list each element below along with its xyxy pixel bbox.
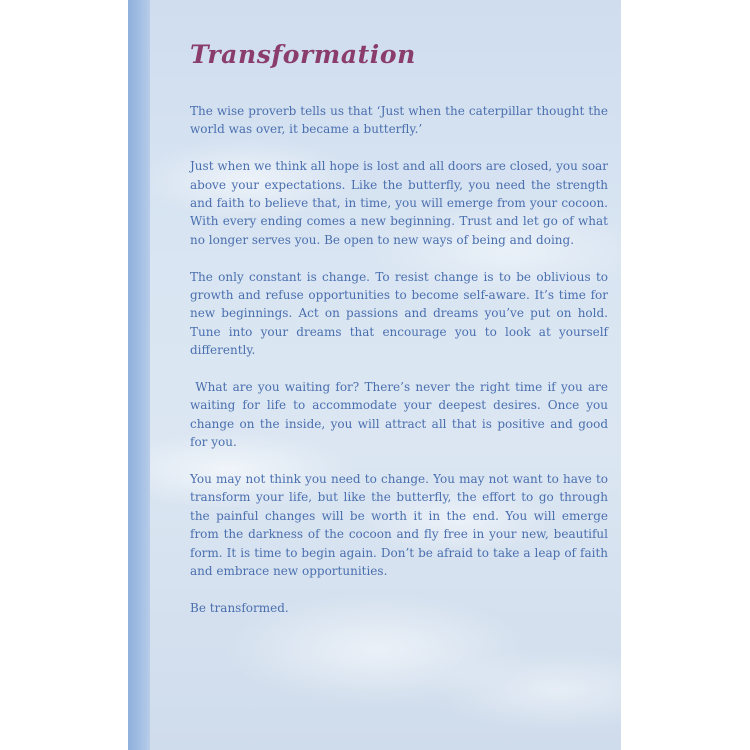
- paragraph-2: Just when we think all hope is lost and all doors are closed, you soar above your expectations. Like the butterfly, you need the strength and faith to believe that, in time, you will emerge from your cocoon. With every ending comes a new beginning. Trust and let go of what no longer serves you. Be open to new ways of being and doing.: [190, 159, 608, 247]
- page-title: Transformation: [190, 40, 416, 69]
- page-edge-strip: [128, 0, 150, 750]
- paragraph-6: Be transformed.: [190, 600, 289, 615]
- page-body: [190, 102, 612, 636]
- paragraph-1: The wise proverb tells us that ‘Just when the caterpillar thought the world was over, it became a butterfly.’: [190, 104, 608, 137]
- book-page: [128, 0, 621, 750]
- paragraph-4: What are you waiting for? There’s never the right time if you are waiting for life to accommodate your deepest desires. Once you change on the inside, you will attract all that is positive and good for you.: [190, 380, 612, 450]
- paragraph-5: You may not think you need to change. You may not want to have to transform your life, but like the butterfly, the effort to go through the painful changes will be worth it in the end. You will emerge from the darkness of the cocoon and fly free in your new, beautiful form. It is time to begin again. Don’t be afraid to take a leap of faith and embrace new opportunities.: [190, 472, 608, 579]
- paragraph-3: The only constant is change. To resist change is to be oblivious to growth and refuse opportunities to become self-aware. It’s time for new beginnings. Act on passions and dreams you’ve put on hold. Tune into your dreams that encourage you to look at yourself differently.: [190, 269, 608, 358]
